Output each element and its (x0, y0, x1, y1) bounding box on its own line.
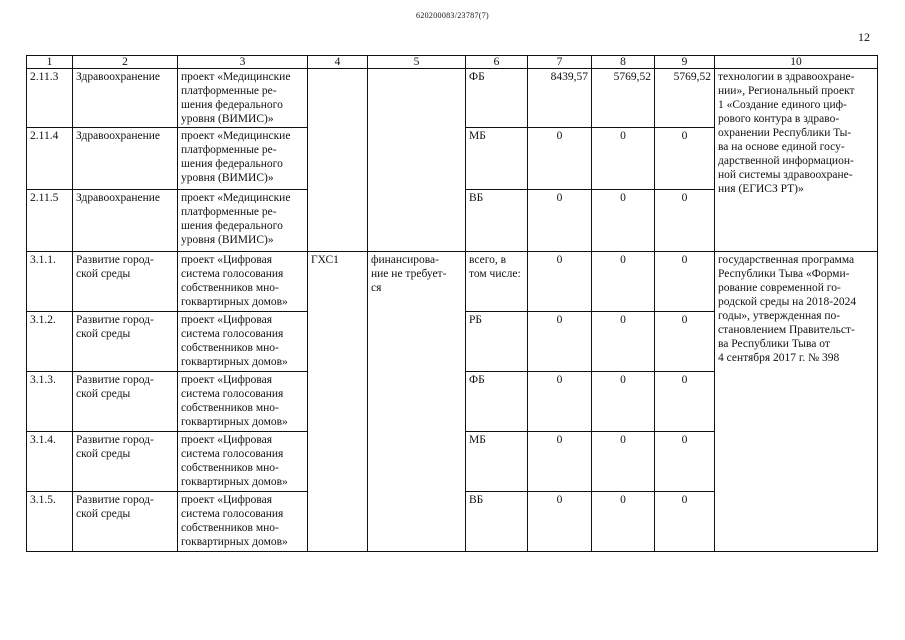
text-line: система голосования (181, 508, 284, 520)
text-line: гоквартирных домов» (181, 416, 288, 428)
text-line: 1 «Создание единого циф- (718, 99, 847, 111)
text-line: государственная программа (718, 254, 855, 266)
row-source (466, 492, 528, 552)
text-line: проект «Цифровая (181, 254, 273, 266)
row-code: 3.1.4. (27, 432, 73, 492)
row-col5 (368, 252, 466, 552)
row-col4 (308, 128, 368, 190)
text-line: уровня (ВИМИС)» (181, 172, 274, 184)
text-line: ва на основе единой госу- (718, 141, 845, 153)
page-number: 12 (858, 30, 870, 44)
text-line: финансирова- (371, 254, 439, 266)
text-line: гоквартирных домов» (181, 296, 288, 308)
text-line: ской среды (76, 508, 131, 520)
row-project (178, 432, 308, 492)
column-number: 2 (73, 56, 178, 69)
text-line: ской среды (76, 388, 131, 400)
row-area: Здравоохранение (73, 128, 178, 190)
row-source: ВБ (466, 190, 528, 252)
row-value-7: 0 (528, 432, 592, 492)
text-line: РБ (469, 314, 482, 326)
text-line: охранении Республики Ты- (718, 127, 852, 139)
text-line: платформенные ре- (181, 144, 277, 156)
row-value-8: 0 (592, 492, 655, 552)
text-line: Развитие город- (76, 374, 154, 386)
text-line: собственников мно- (181, 282, 279, 294)
row-code: 3.1.5. (27, 492, 73, 552)
text-line: гоквартирных домов» (181, 536, 288, 548)
row-code: 2.11.3 (27, 69, 73, 128)
text-line: шения федерального (181, 99, 283, 111)
column-numbers-row (27, 56, 878, 69)
budget-table (26, 55, 878, 552)
text-line: Развитие город- (76, 254, 154, 266)
text-line: проект «Цифровая (181, 434, 273, 446)
text-line: платформенные ре- (181, 206, 277, 218)
row-value-9: 0 (655, 252, 715, 312)
text-line: собственников мно- (181, 522, 279, 534)
row-project (178, 252, 308, 312)
text-line: ва Республики Тыва от (718, 338, 830, 350)
text-line: проект «Цифровая (181, 494, 273, 506)
text-line: МБ (469, 434, 486, 446)
text-line: технологии в здравоохране- (718, 71, 855, 83)
text-line: система голосования (181, 388, 284, 400)
row-value-9: 0 (655, 128, 715, 190)
row-value-9: 0 (655, 190, 715, 252)
text-line: шения федерального (181, 220, 283, 232)
row-col4 (308, 69, 368, 128)
text-line: нии», Региональный проект (718, 85, 855, 97)
text-line: всего, в (469, 254, 507, 266)
text-line: гоквартирных домов» (181, 476, 288, 488)
text-line: платформенные ре- (181, 85, 277, 97)
text-line: уровня (ВИМИС)» (181, 113, 274, 125)
row-code: 2.11.5 (27, 190, 73, 252)
row-source (466, 432, 528, 492)
column-number: 9 (655, 56, 715, 69)
text-line: система голосования (181, 448, 284, 460)
text-line: уровня (ВИМИС)» (181, 234, 274, 246)
column-number: 7 (528, 56, 592, 69)
text-line: проект «Медицинские (181, 192, 291, 204)
text-line: Республики Тыва «Форми- (718, 268, 850, 280)
text-line: ние не требует- (371, 268, 447, 280)
row-value-8: 0 (592, 432, 655, 492)
text-line: ВБ (469, 494, 484, 506)
text-line: проект «Цифровая (181, 314, 273, 326)
row-area: Здравоохранение (73, 69, 178, 128)
row-value-9: 5769,52 (655, 69, 715, 128)
text-line: проект «Медицинские (181, 130, 291, 142)
row-code: 3.1.1. (27, 252, 73, 312)
text-line: рового контура в здраво- (718, 113, 840, 125)
row-value-9: 0 (655, 432, 715, 492)
column-number: 5 (368, 56, 466, 69)
text-line: ния (ЕГИСЗ РТ)» (718, 183, 804, 195)
column-number: 3 (178, 56, 308, 69)
text-line: собственников мно- (181, 342, 279, 354)
column-number: 8 (592, 56, 655, 69)
column-number: 6 (466, 56, 528, 69)
row-source (466, 372, 528, 432)
row-value-9: 0 (655, 372, 715, 432)
column-number: 10 (715, 56, 878, 69)
row-col4: ГХС1 (308, 252, 368, 552)
text-line: ской среды (76, 328, 131, 340)
row-project (178, 312, 308, 372)
row-area (73, 252, 178, 312)
row-value-8: 0 (592, 190, 655, 252)
row-area (73, 432, 178, 492)
text-line: система голосования (181, 268, 284, 280)
row-project (178, 128, 308, 190)
text-line: родской среды на 2018-2024 (718, 296, 857, 308)
row-area (73, 492, 178, 552)
row-col5 (368, 190, 466, 252)
text-line: проект «Медицинские (181, 71, 291, 83)
row-value-8: 0 (592, 312, 655, 372)
text-line: Развитие город- (76, 314, 154, 326)
text-line: становлением Правительст- (718, 324, 855, 336)
text-line: система голосования (181, 328, 284, 340)
text-line: рование современной го- (718, 282, 841, 294)
row-source (466, 252, 528, 312)
table-row (27, 69, 878, 128)
row-value-9: 0 (655, 492, 715, 552)
row-code: 3.1.2. (27, 312, 73, 372)
row-value-7: 8439,57 (528, 69, 592, 128)
text-line: ФБ (469, 374, 485, 386)
row-basis (715, 69, 878, 252)
row-area (73, 312, 178, 372)
text-line: ся (371, 282, 382, 294)
document-code: 620200083/23787(7) (416, 11, 489, 20)
text-line: годы», утвержденная по- (718, 310, 841, 322)
table-row (27, 252, 878, 312)
text-line: Развитие город- (76, 434, 154, 446)
row-value-8: 0 (592, 372, 655, 432)
row-col4 (308, 190, 368, 252)
row-project (178, 69, 308, 128)
text-line: собственников мно- (181, 402, 279, 414)
text-line: гоквартирных домов» (181, 356, 288, 368)
row-area (73, 372, 178, 432)
row-value-8: 5769,52 (592, 69, 655, 128)
row-code: 3.1.3. (27, 372, 73, 432)
row-source (466, 312, 528, 372)
text-line: шения федерального (181, 158, 283, 170)
row-value-7: 0 (528, 252, 592, 312)
text-line: проект «Цифровая (181, 374, 273, 386)
column-number: 4 (308, 56, 368, 69)
row-value-7: 0 (528, 492, 592, 552)
row-area: Здравоохранение (73, 190, 178, 252)
text-line: 4 сентября 2017 г. № 398 (718, 352, 840, 364)
row-project (178, 190, 308, 252)
text-line: ской среды (76, 268, 131, 280)
text-line: Развитие город- (76, 494, 154, 506)
column-number: 1 (27, 56, 73, 69)
text-line: ной системы здравоохране- (718, 169, 853, 181)
row-value-7: 0 (528, 190, 592, 252)
row-value-8: 0 (592, 252, 655, 312)
row-code: 2.11.4 (27, 128, 73, 190)
row-project (178, 492, 308, 552)
row-col5 (368, 69, 466, 128)
row-source: МБ (466, 128, 528, 190)
text-line: ской среды (76, 448, 131, 460)
row-value-7: 0 (528, 128, 592, 190)
row-basis (715, 252, 878, 552)
row-value-8: 0 (592, 128, 655, 190)
row-col5 (368, 128, 466, 190)
text-line: том числе: (469, 268, 521, 280)
text-line: собственников мно- (181, 462, 279, 474)
row-project (178, 372, 308, 432)
row-value-7: 0 (528, 372, 592, 432)
text-line: дарственной информацион- (718, 155, 854, 167)
row-value-7: 0 (528, 312, 592, 372)
row-source: ФБ (466, 69, 528, 128)
row-value-9: 0 (655, 312, 715, 372)
